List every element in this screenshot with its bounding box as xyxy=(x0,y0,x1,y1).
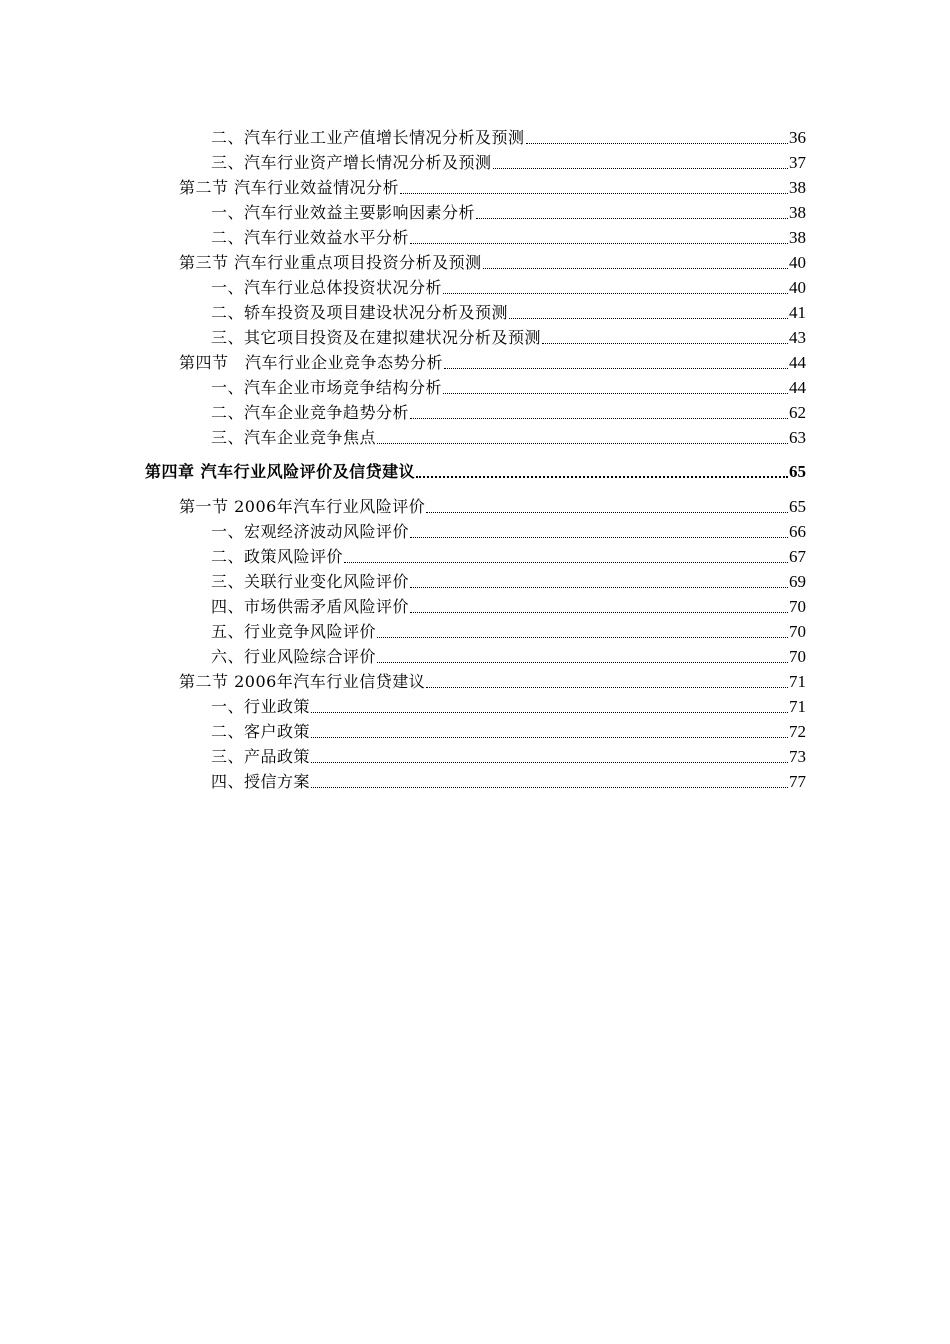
toc-entry-title: 一、汽车行业总体投资状况分析 xyxy=(211,278,443,297)
toc-chapter-entry[interactable] xyxy=(145,458,806,482)
toc-entry-title: 三、产品政策 xyxy=(211,747,311,766)
toc-entry[interactable] xyxy=(211,543,806,567)
toc-entry-title: 二、政策风险评价 xyxy=(211,547,344,566)
dot-leader xyxy=(526,143,788,144)
toc-entry[interactable] xyxy=(211,124,806,148)
dot-leader xyxy=(311,712,788,713)
dot-leader xyxy=(443,293,788,294)
toc-entry-page: 62 xyxy=(789,403,806,422)
dot-leader xyxy=(410,243,788,244)
toc-section-entry[interactable] xyxy=(179,668,806,692)
toc-entry-title: 一、行业政策 xyxy=(211,697,311,716)
toc-entry-page: 63 xyxy=(789,428,806,447)
toc-entry-title: 第四章 汽车行业风险评价及信贷建议 xyxy=(145,462,416,481)
toc-entry-page: 38 xyxy=(789,203,806,222)
toc-entry[interactable] xyxy=(211,768,806,792)
toc-entry[interactable] xyxy=(211,643,806,667)
toc-section-entry[interactable] xyxy=(179,493,806,517)
toc-entry-page: 44 xyxy=(789,353,806,372)
dot-leader xyxy=(311,737,788,738)
toc-entry-title: 五、行业竞争风险评价 xyxy=(211,622,377,641)
dot-leader xyxy=(400,193,788,194)
toc-entry-page: 70 xyxy=(789,622,806,641)
dot-leader xyxy=(410,418,788,419)
toc-entry-title: 二、汽车行业效益水平分析 xyxy=(211,228,410,247)
toc-entry-page: 41 xyxy=(789,303,806,322)
toc-entry-page: 69 xyxy=(789,572,806,591)
dot-leader xyxy=(311,762,788,763)
dot-leader xyxy=(410,587,788,588)
dot-leader xyxy=(311,787,788,788)
toc-entry[interactable] xyxy=(211,568,806,592)
dot-leader xyxy=(377,637,788,638)
dot-leader xyxy=(416,476,788,478)
toc-entry-title: 二、客户政策 xyxy=(211,722,311,741)
toc-entry-title: 二、轿车投资及项目建设状况分析及预测 xyxy=(211,303,509,322)
toc-entry-title: 三、汽车企业竞争焦点 xyxy=(211,428,377,447)
toc-entry-title: 一、汽车行业效益主要影响因素分析 xyxy=(211,203,476,222)
toc-entry[interactable] xyxy=(211,274,806,298)
toc-entry[interactable] xyxy=(211,299,806,323)
toc-entry-page: 70 xyxy=(789,597,806,616)
dot-leader xyxy=(542,343,788,344)
toc-entry-page: 77 xyxy=(789,772,806,791)
toc-entry-title: 三、关联行业变化风险评价 xyxy=(211,572,410,591)
toc-entry-page: 70 xyxy=(789,647,806,666)
toc-entry-page: 67 xyxy=(789,547,806,566)
dot-leader xyxy=(426,512,788,513)
toc-entry-page: 38 xyxy=(789,178,806,197)
toc-entry-page: 36 xyxy=(789,128,806,147)
toc-entry-page: 72 xyxy=(789,722,806,741)
toc-entry-page: 40 xyxy=(789,253,806,272)
dot-leader xyxy=(410,612,788,613)
toc-entry-title: 第一节 2006年汽车行业风险评价 xyxy=(179,497,426,516)
toc-entry-title: 第四节 汽车行业企业竞争态势分析 xyxy=(179,353,444,372)
toc-entry-page: 43 xyxy=(789,328,806,347)
dot-leader xyxy=(493,168,788,169)
toc-entry-title: 二、汽车企业竞争趋势分析 xyxy=(211,403,410,422)
dot-leader xyxy=(377,443,788,444)
toc-entry[interactable] xyxy=(211,224,806,248)
toc-entry[interactable] xyxy=(211,149,806,173)
toc-entry-title: 三、其它项目投资及在建拟建状况分析及预测 xyxy=(211,328,542,347)
dot-leader xyxy=(344,562,788,563)
toc-entry-page: 73 xyxy=(789,747,806,766)
toc-entry-title: 三、汽车行业资产增长情况分析及预测 xyxy=(211,153,492,172)
dot-leader xyxy=(509,318,788,319)
toc-entry[interactable] xyxy=(211,693,806,717)
toc-entry[interactable] xyxy=(211,718,806,742)
toc-entry-title: 第二节 汽车行业效益情况分析 xyxy=(179,178,400,197)
toc-entry[interactable] xyxy=(211,199,806,223)
toc-entry-title: 第三节 汽车行业重点项目投资分析及预测 xyxy=(179,253,482,272)
toc-entry[interactable] xyxy=(211,518,806,542)
toc-entry[interactable] xyxy=(211,424,806,448)
toc-section-entry[interactable] xyxy=(179,249,806,273)
toc-entry-title: 六、行业风险综合评价 xyxy=(211,647,377,666)
toc-entry-page: 71 xyxy=(789,672,806,691)
dot-leader xyxy=(426,687,788,688)
toc-entry-page: 37 xyxy=(789,153,806,172)
toc-entry-page: 40 xyxy=(789,278,806,297)
toc-entry-page: 44 xyxy=(789,378,806,397)
toc-entry-page: 65 xyxy=(789,462,806,481)
dot-leader xyxy=(377,662,788,663)
toc-entry[interactable] xyxy=(211,374,806,398)
toc-entry-title: 四、市场供需矛盾风险评价 xyxy=(211,597,410,616)
toc-entry[interactable] xyxy=(211,618,806,642)
toc-entry-page: 38 xyxy=(789,228,806,247)
toc-entry-title: 二、汽车行业工业产值增长情况分析及预测 xyxy=(211,128,525,147)
dot-leader xyxy=(443,393,788,394)
toc-entry[interactable] xyxy=(211,399,806,423)
toc-entry[interactable] xyxy=(211,593,806,617)
dot-leader xyxy=(476,218,788,219)
toc-section-entry[interactable] xyxy=(179,174,806,198)
toc-entry-page: 71 xyxy=(789,697,806,716)
toc-section-entry[interactable] xyxy=(179,349,806,373)
toc-entry-page: 66 xyxy=(789,522,806,541)
dot-leader xyxy=(483,268,788,269)
toc-entry[interactable] xyxy=(211,324,806,348)
toc-entry-title: 一、汽车企业市场竞争结构分析 xyxy=(211,378,443,397)
dot-leader xyxy=(444,368,788,369)
toc-entry-page: 65 xyxy=(789,497,806,516)
toc-entry-title: 一、宏观经济波动风险评价 xyxy=(211,522,410,541)
dot-leader xyxy=(410,537,788,538)
toc-entry-title: 第二节 2006年汽车行业信贷建议 xyxy=(179,672,426,691)
toc-entry[interactable] xyxy=(211,743,806,767)
toc-entry-title: 四、授信方案 xyxy=(211,772,311,791)
